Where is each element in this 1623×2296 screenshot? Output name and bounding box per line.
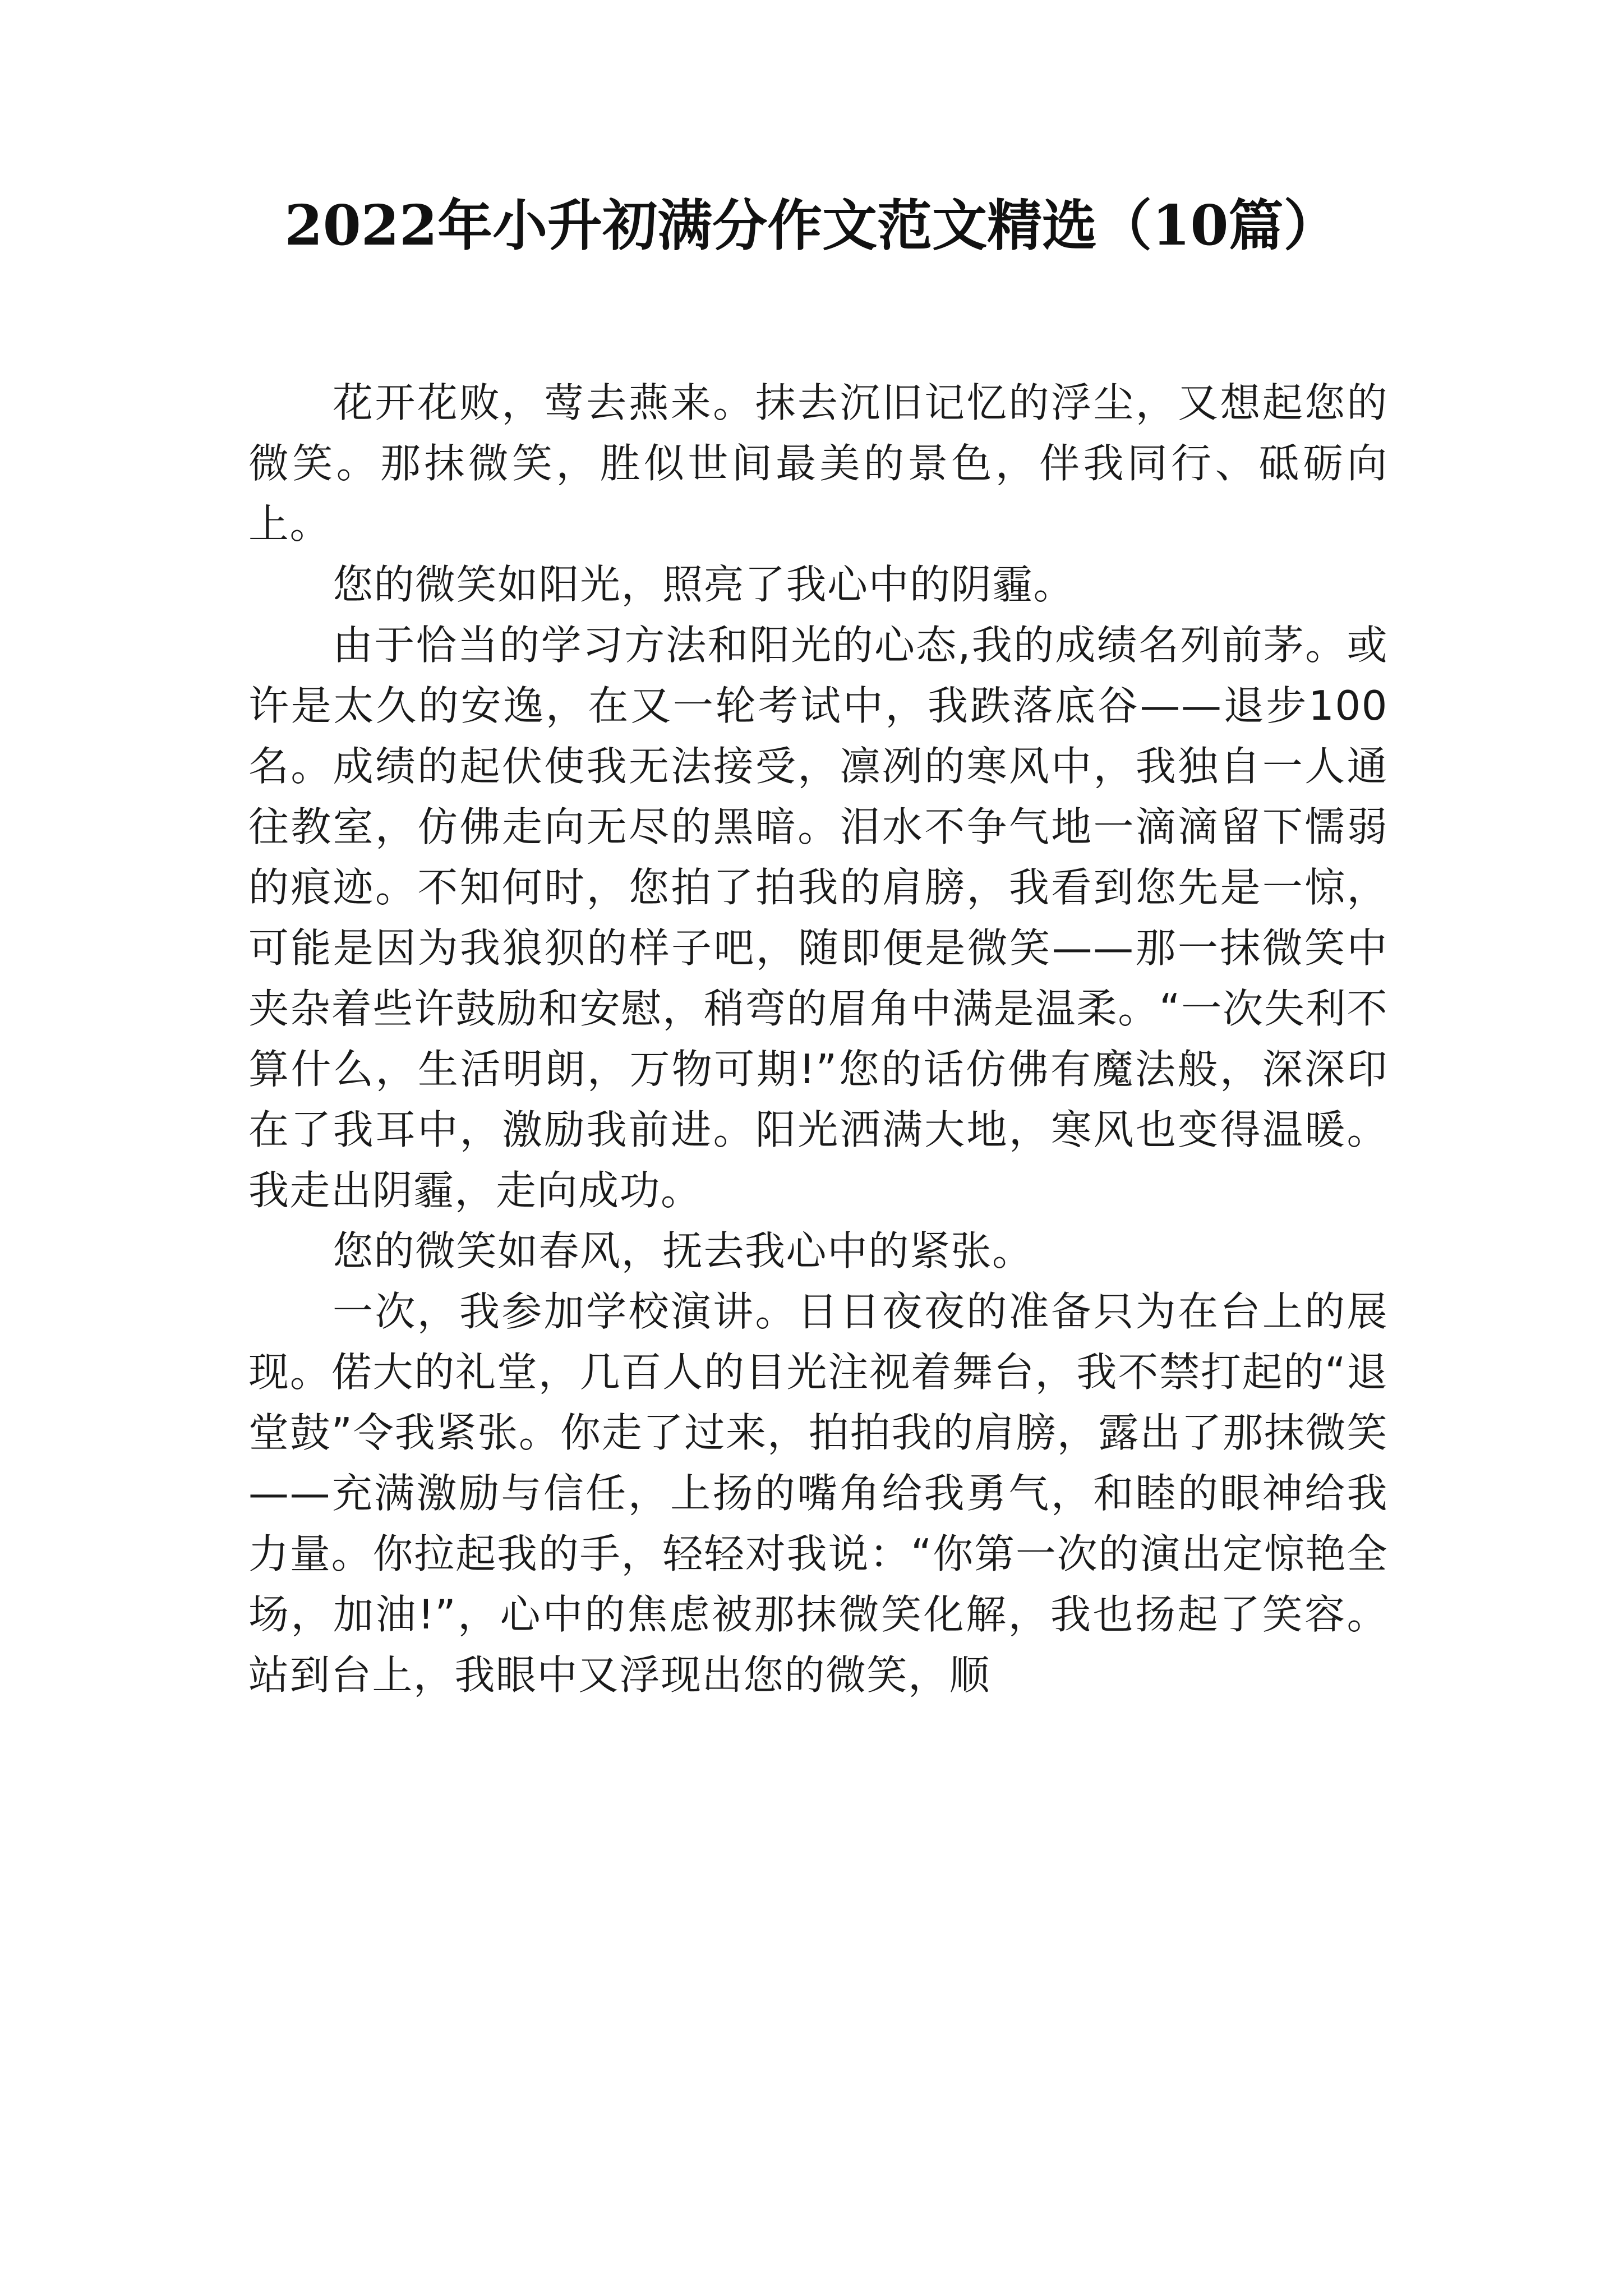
paragraph-3: 由于恰当的学习方法和阳光的心态,我的成绩名列前茅。或许是太久的安逸，在又一轮考试中，我跌落底谷——退步100名。成绩的起伏使我无法接受，凛冽的寒风中，我独自一人通往教室，仿佛走向无尽的黑暗。泪水不争气地一滴滴留下懦弱的痕迹。不知何时，您拍了拍我的肩膀，我看到您先是一惊，可能是因为我狼狈的样子吧，随即便是微笑——那一抹微笑中夹杂着些许鼓励和安慰，稍弯的眉角中满是温柔。“一次失利不算什么，生活明朗，万物可期!”您的话仿佛有魔法般，深深印在了我耳中，激励我前进。阳光洒满大地，寒风也变得温暖。我走出阴霾，走向成功。 bbox=[248, 622, 1388, 1214]
paragraph-2: 您的微笑如阳光，照亮了我心中的阴霾。 bbox=[333, 561, 1075, 608]
document-title: 2022年小升初满分作文范文精选（10篇） bbox=[284, 194, 1339, 258]
document-body bbox=[248, 372, 1388, 1705]
paragraph-5: 一次，我参加学校演讲。日日夜夜的准备只为在台上的展现。偌大的礼堂，几百人的目光注视着舞台，我不禁打起的“退堂鼓”令我紧张。你走了过来，拍拍我的肩膀，露出了那抹微笑——充满激励与信任，上扬的嘴角给我勇气，和睦的眼神给我力量。你拉起我的手，轻轻对我说：“你第一次的演出定惊艳全场，加油!”，心中的焦虑被那抹微笑化解，我也扬起了笑容。站到台上，我眼中又浮现出您的微笑，顺 bbox=[248, 1288, 1388, 1699]
paragraph-4: 您的微笑如春风，抚去我心中的紧张。 bbox=[333, 1227, 1034, 1274]
paragraph-1: 花开花败，莺去燕来。抹去沉旧记忆的浮尘，又想起您的微笑。那抹微笑，胜似世间最美的景色，伴我同行、砥砺向上。 bbox=[248, 379, 1388, 547]
